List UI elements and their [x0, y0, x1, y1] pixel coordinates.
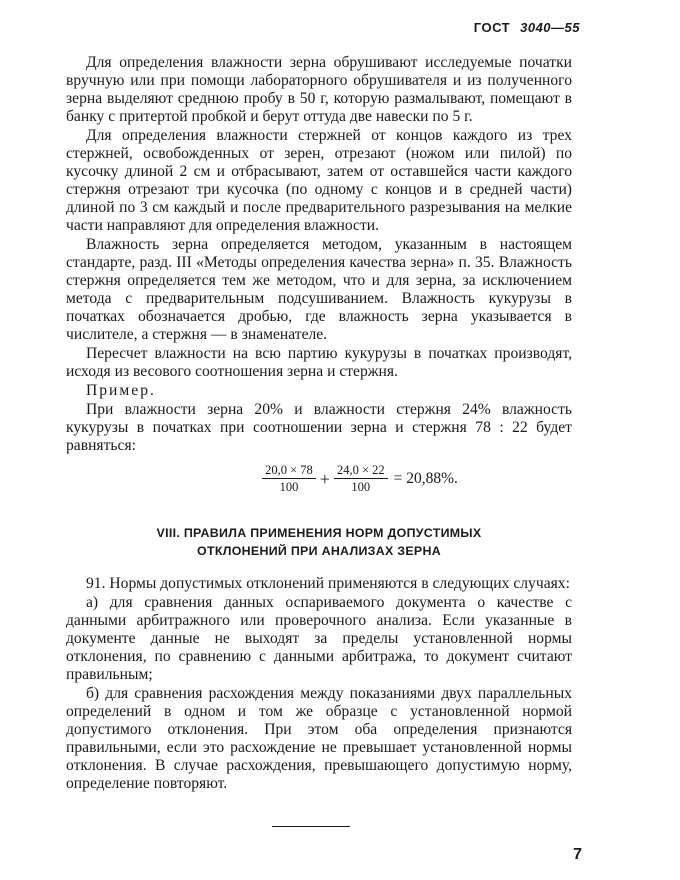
page-number: 7	[573, 846, 582, 863]
standard-code: 3040—55	[520, 20, 580, 35]
section-heading-line-2: ОТКЛОНЕНИЙ ПРИ АНАЛИЗАХ ЗЕРНА	[197, 544, 441, 558]
paragraph-grain-sampling: Для определения влажности зерна обрушивают исследуемые початки вручную или при помощи лабораторного обрушивателя и из полученного зерна выделяют среднюю пробу в 50 г, которую размалывают, помещают в банку с притертой пробкой и берут оттуда две навески по 5 г.	[66, 54, 572, 125]
paragraph-recalculation: Пересчет влажности на всю партию кукурузы в початках производят, исходя из весового соотношения зерна и стержня.	[66, 345, 572, 380]
page-header	[474, 20, 580, 35]
moisture-formula	[146, 463, 572, 494]
paragraph-91: 91. Нормы допустимых отклонений применяются в следующих случаях:	[86, 575, 570, 592]
fraction-cob	[334, 463, 388, 494]
formula-result: = 20,88%.	[393, 469, 458, 487]
paragraph-item-a: а) для сравнения данных оспариваемого документа о качестве с данными арбитражного или проверочного анализа. Если указанные в документе данные не выходят за пределы установленной нормы отклонения, по сравнению с данными арбитража, то документ считают правильным;	[66, 594, 572, 683]
example-label: Пример.	[86, 382, 156, 399]
fraction-grain	[262, 463, 316, 494]
fraction-grain-denominator: 100	[279, 480, 299, 494]
paragraph-example: При влажности зерна 20% и влажности стержня 24% влажность кукурузы в початках при соотношении зерна и стержня 78 : 22 будет равняться:	[66, 401, 572, 454]
footer-divider	[272, 826, 350, 827]
page-body	[66, 54, 572, 794]
fraction-grain-numerator: 20,0 × 78	[262, 463, 316, 479]
plus-sign: +	[319, 468, 330, 489]
paragraph-moisture-method: Влажность зерна определяется методом, указанным в настоящем стандарте, разд. III «Методы определения качества зерна» п. 35. Влажность стержня определяется тем же методом, что и для зерна, за исключением метода с предварительным подсушиванием. Влажность кукурузы в початках обозначается дробью, где влажность зерна указывается в числителе, а стержня — в знаменателе.	[66, 236, 572, 343]
paragraph-cob-sampling: Для определения влажности стержней от концов каждого из трех стержней, освобожденных от зерен, отрезают (ножом или пилой) по кусочку длиной 2 см и отбрасывают, затем от оставшейся части каждого стержня отрезают три кусочка (по одному с концов и в средней части) длиной по 3 см каждый и после предварительного разрезывания на мелкие части направляют для определения влажности.	[66, 127, 572, 234]
standard-label: ГОСТ	[473, 20, 511, 35]
fraction-cob-numerator: 24,0 × 22	[334, 463, 388, 479]
section-heading	[66, 524, 572, 560]
paragraph-item-b: б) для сравнения расхождения между показаниями двух параллельных определений в одном и том же образце с установленной нормой допустимого отклонения. При этом оба определения признаются правильными, если это расхождение не превышает установленной нормы отклонения. В случае расхождения, превышающего допустимую норму, определение повторяют.	[66, 685, 572, 792]
fraction-cob-denominator: 100	[351, 480, 371, 494]
section-heading-line-1: VIII. ПРАВИЛА ПРИМЕНЕНИЯ НОРМ ДОПУСТИМЫХ	[156, 526, 482, 540]
